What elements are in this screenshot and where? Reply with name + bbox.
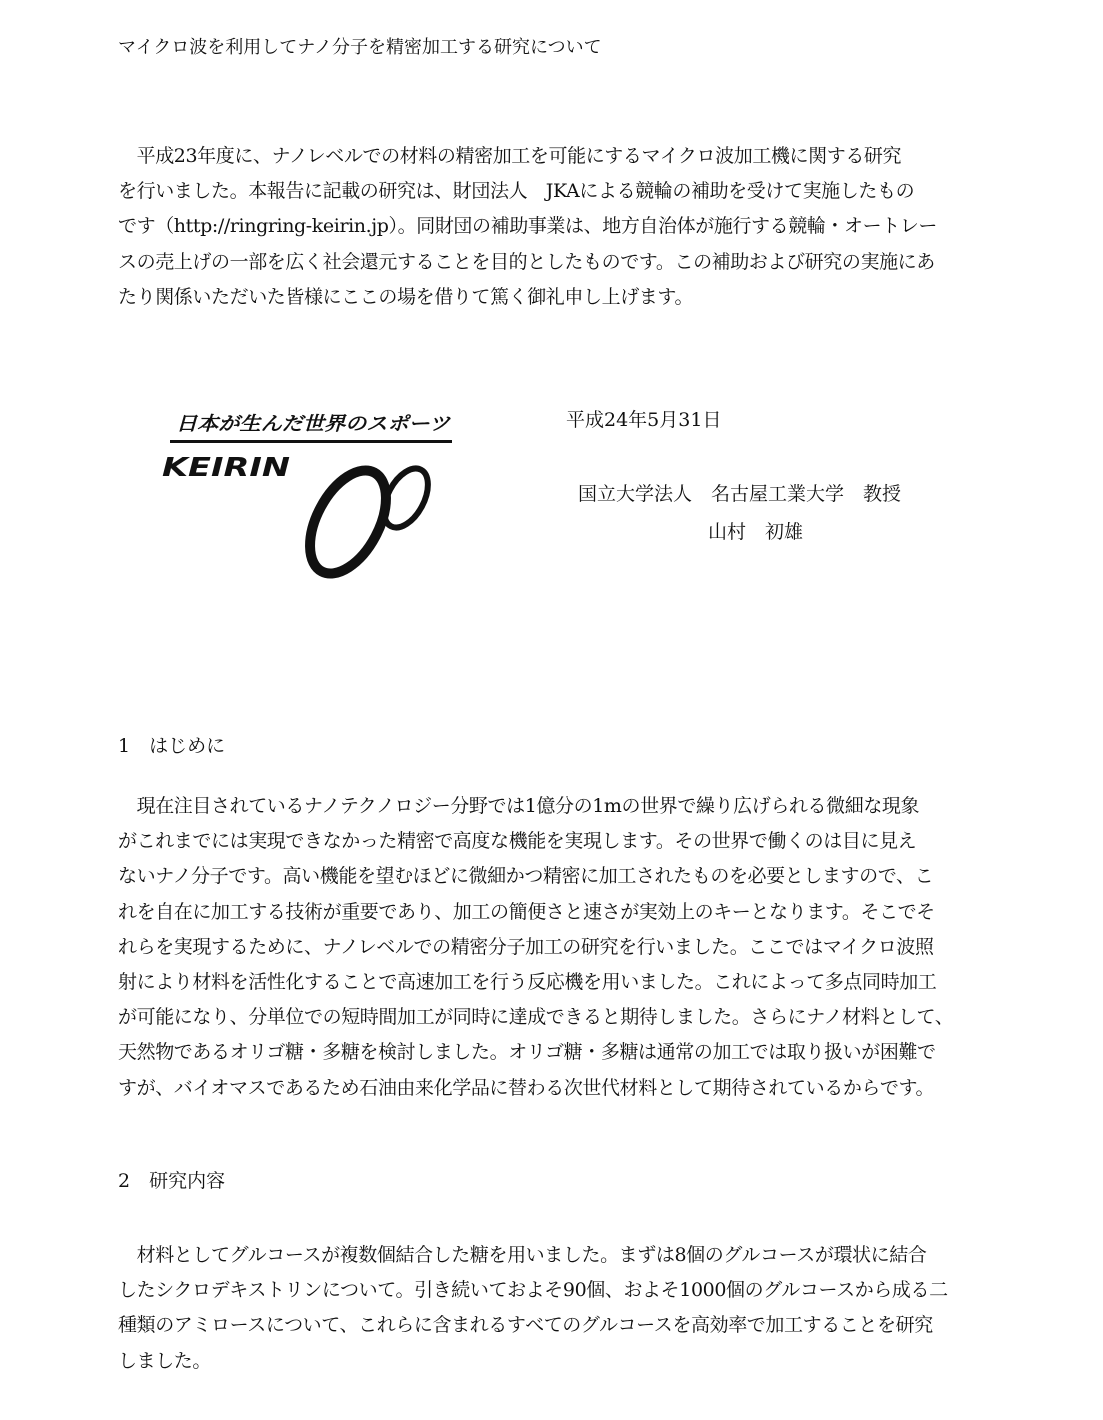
- intro-line: たり関係いただいた皆様にここの場を借りて篤く御礼申し上げます。: [118, 285, 694, 308]
- introduction-line: れらを実現するために、ナノレベルでの精密分子加工の研究を行いました。ここではマイクロ波照: [118, 935, 934, 958]
- section-heading-introduction: 1 はじめに: [118, 735, 226, 757]
- intro-paragraph: [118, 139, 1002, 315]
- introduction-line: が可能になり、分単位での短時間加工が同時に達成できると期待しました。さらにナノ材料として、: [118, 1006, 954, 1029]
- keirin-logo: [160, 408, 460, 580]
- research-content-line: したシクロデキストリンについて。引き続いておよそ90個、およそ1000個のグルコースから成る二: [118, 1279, 948, 1302]
- research-content-paragraph: [118, 1238, 1002, 1379]
- introduction-line: 射により材料を活性化することで高速加工を行う反応機を用いました。これによって多点同時加工: [118, 971, 937, 994]
- report-date: 平成24年5月31日: [566, 409, 722, 431]
- introduction-line: がこれまでには実現できなかった精密で高度な機能を実現します。その世界で働くのは目に見え: [118, 830, 917, 853]
- keirin-logo-wordmark: KEIRIN: [162, 453, 291, 483]
- intro-line: を行いました。本報告に記載の研究は、財団法人 JKAによる競輪の補助を受けて実施したもの: [118, 180, 915, 203]
- intro-line: です（http://ringring-keirin.jp）。同財団の補助事業は、地方自治体が施行する競輪・オートレー: [118, 215, 938, 238]
- introduction-line: 天然物であるオリゴ糖・多糖を検討しました。オリゴ糖・多糖は通常の加工では取り扱いが困難で: [118, 1041, 936, 1064]
- intro-line: 平成23年度に、ナノレベルでの材料の精密加工を可能にするマイクロ波加工機に関する研究: [118, 145, 902, 167]
- research-content-line: しました。: [118, 1349, 212, 1372]
- keirin-logo-tagline: 日本が生んだ世界のスポーツ: [176, 413, 452, 435]
- keirin-logo-rule: [170, 440, 452, 443]
- author-name: 山村 初雄: [708, 521, 804, 543]
- section-heading-research-content: 2 研究内容: [118, 1170, 226, 1192]
- page-title: マイクロ波を利用してナノ分子を精密加工する研究について: [118, 37, 602, 58]
- research-content-line: 材料としてグルコースが複数個結合した糖を用いました。まずは8個のグルコースが環状に結合: [118, 1244, 927, 1266]
- introduction-line: すが、バイオマスであるため石油由来化学品に替わる次世代材料として期待されているからです。: [118, 1076, 935, 1099]
- intro-line: スの売上げの一部を広く社会還元することを目的としたものです。この補助および研究の実施にあ: [118, 250, 935, 273]
- keirin-wheels-icon: [294, 458, 437, 580]
- introduction-paragraph: [118, 789, 1002, 1106]
- introduction-line: 現在注目されているナノテクノロジー分野では1億分の1mの世界で繰り広げられる微細な現象: [118, 795, 920, 817]
- research-content-line: 種類のアミロースについて、これらに含まれるすべてのグルコースを高効率で加工することを研究: [118, 1314, 933, 1337]
- introduction-line: れを自在に加工する技術が重要であり、加工の簡便さと速さが実効上のキーとなります。そこでそ: [118, 900, 935, 923]
- author-affiliation: 国立大学法人 名古屋工業大学 教授: [578, 483, 902, 505]
- introduction-line: ないナノ分子です。高い機能を望むほどに微細かつ精密に加工されたものを必要としますので、こ: [118, 865, 934, 888]
